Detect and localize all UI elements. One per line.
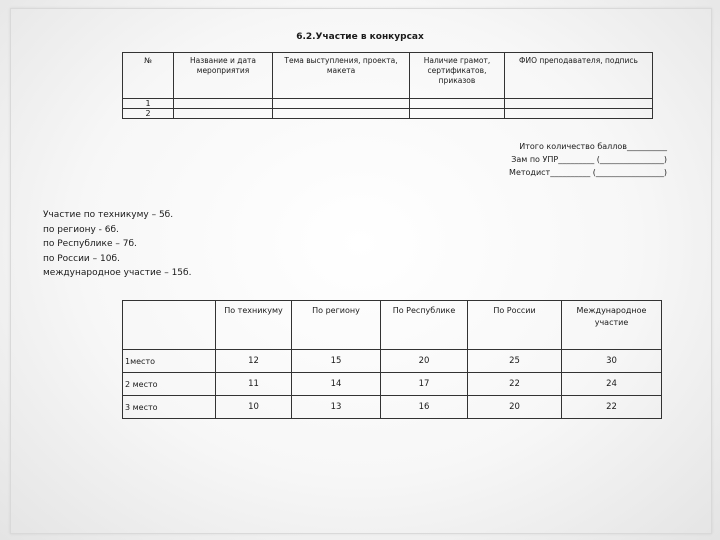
header-teacher: ФИО преподавателя, подпись [505, 53, 653, 99]
points-list [43, 208, 191, 281]
header-russia: По России [468, 301, 562, 350]
table-cell [410, 99, 505, 109]
score-cell: 13 [292, 396, 381, 419]
place-label: 1место [123, 350, 216, 373]
header-international: Международное участие [562, 301, 662, 350]
score-cell: 24 [562, 373, 662, 396]
place-label: 3 место [123, 396, 216, 419]
methodist-signature-line: Методист__________ (_________________) [509, 168, 667, 177]
score-cell: 14 [292, 373, 381, 396]
score-cell: 16 [381, 396, 468, 419]
points-item: по Республике – 7б. [43, 239, 137, 249]
table-header-row [123, 301, 662, 350]
score-cell: 11 [216, 373, 292, 396]
table-cell [273, 99, 410, 109]
score-cell: 15 [292, 350, 381, 373]
score-cell: 20 [468, 396, 562, 419]
score-cell: 17 [381, 373, 468, 396]
header-certificates: Наличие грамот, сертификатов, приказов [410, 53, 505, 99]
points-item: Участие по техникуму – 5б. [43, 210, 174, 220]
header-topic: Тема выступления, проекта, макета [273, 53, 410, 99]
table-row [123, 373, 662, 396]
place-label: 2 место [123, 373, 216, 396]
competitions-table [122, 52, 653, 119]
header-college: По техникуму [216, 301, 292, 350]
signature-block [509, 140, 667, 179]
score-cell: 25 [468, 350, 562, 373]
table-header-row [123, 53, 653, 99]
table-cell [505, 109, 653, 119]
score-cell: 20 [381, 350, 468, 373]
scores-table [122, 300, 662, 419]
header-empty [123, 301, 216, 350]
row-number: 1 [123, 99, 174, 109]
deputy-signature-line: Зам по УПР_________ (________________) [511, 155, 667, 164]
header-event-name: Название и дата мероприятия [174, 53, 273, 99]
score-cell: 10 [216, 396, 292, 419]
table-row [123, 99, 653, 109]
score-cell: 12 [216, 350, 292, 373]
table-row [123, 350, 662, 373]
header-number: № [123, 53, 174, 99]
score-cell: 30 [562, 350, 662, 373]
header-republic: По Республике [381, 301, 468, 350]
table-cell [174, 99, 273, 109]
total-points-line: Итого количество баллов__________ [519, 142, 667, 151]
points-item: международное участие – 15б. [43, 268, 192, 278]
table-row [123, 396, 662, 419]
points-item: по России – 10б. [43, 253, 120, 264]
table-row [123, 109, 653, 119]
row-number: 2 [123, 109, 174, 119]
table-cell [410, 109, 505, 119]
points-item: по региону - 6б. [43, 224, 119, 235]
score-cell: 22 [562, 396, 662, 419]
score-cell: 22 [468, 373, 562, 396]
header-region: По региону [292, 301, 381, 350]
table-cell [273, 109, 410, 119]
table-cell [505, 99, 653, 109]
section-title: 6.2.Участие в конкурсах [296, 32, 424, 42]
table-cell [174, 109, 273, 119]
